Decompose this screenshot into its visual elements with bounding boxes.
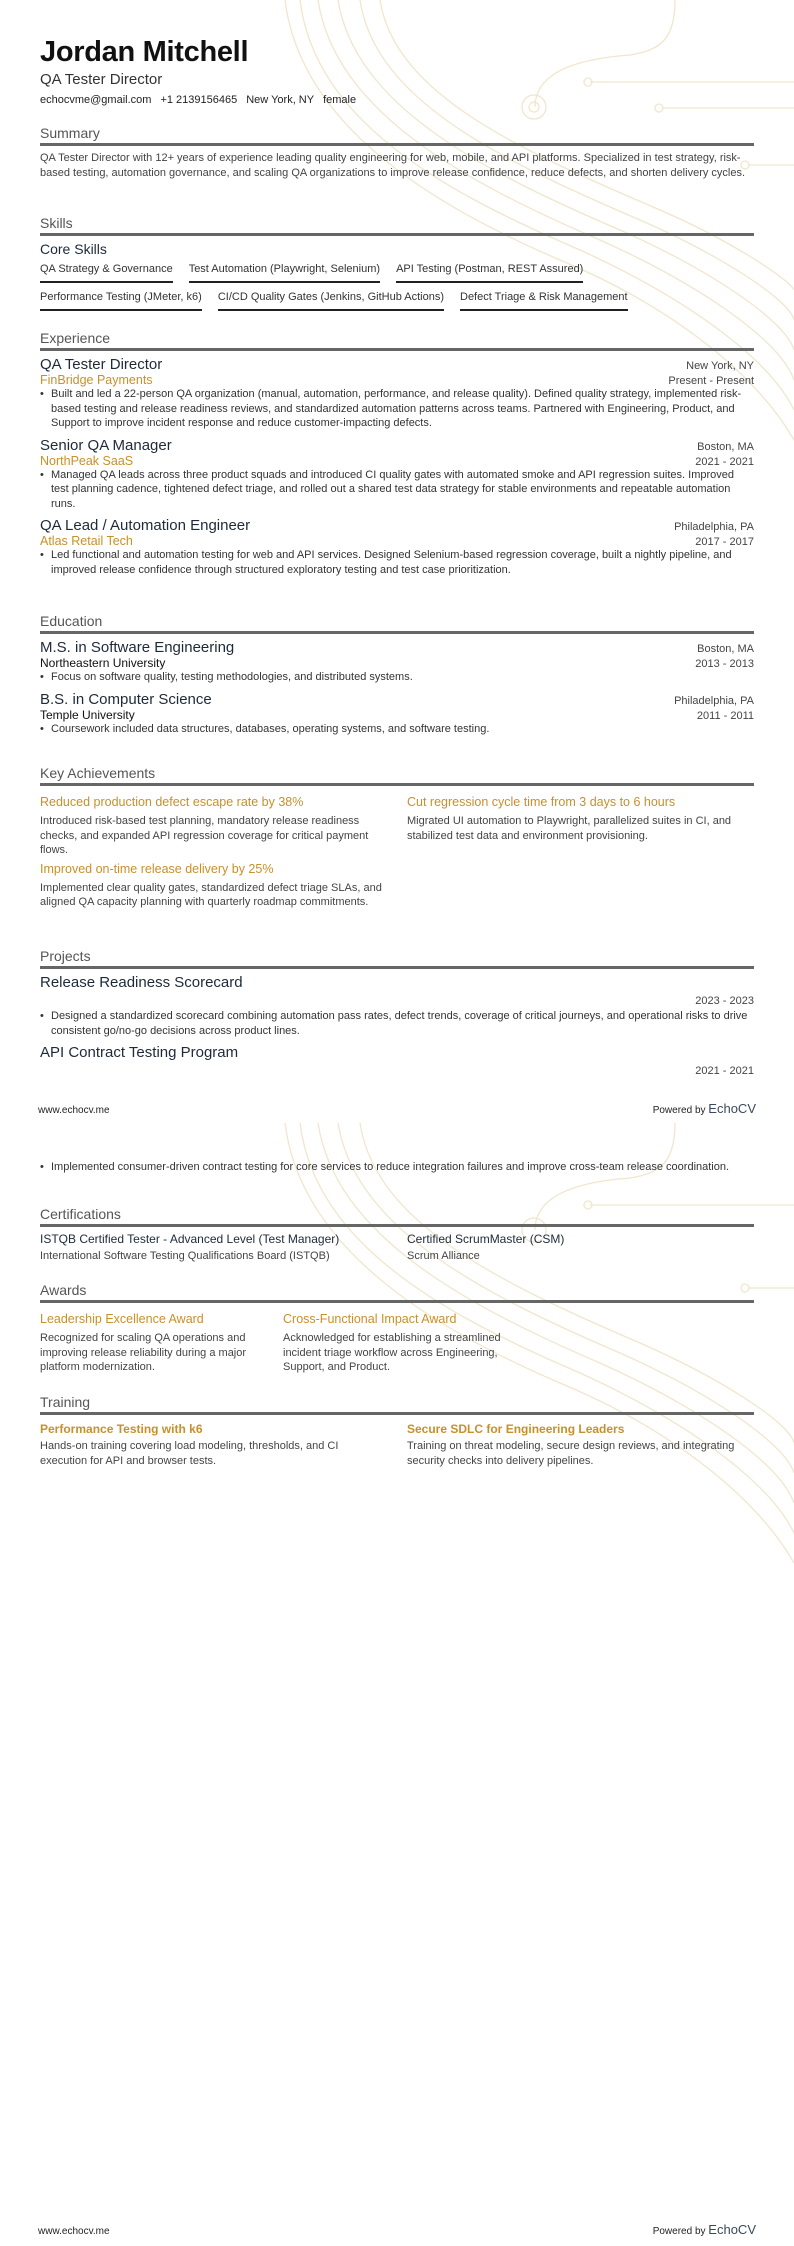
edu-bullet: • Focus on software quality, testing methodologies, and distributed systems. [40,670,754,685]
candidate-name: Jordan Mitchell [40,36,249,68]
edu-location: Boston, MA [697,643,754,655]
achievement-text: Implemented clear quality gates, standardized defect triage SLAs, and aligned QA capacity planning with quarterly roadmap commitments. [40,881,382,908]
award-title: Cross-Functional Impact Award [283,1312,457,1326]
education-section [40,613,754,742]
phone[interactable]: +1 2139156465 [160,94,238,106]
job-entry [40,517,754,577]
powered-by [653,2222,756,2237]
contact-info [40,94,754,106]
job-entry [40,437,754,512]
skill-group-title: Core Skills [40,241,107,257]
award-item [283,1308,508,1375]
achievement-text: Migrated UI automation to Playwright, parallelized suites in CI, and stabilized test data and environment provisioning. [407,815,732,842]
job-dates: 2017 - 2017 [695,536,754,548]
certification-item [40,1232,387,1264]
project-dates: 2021 - 2021 [695,1065,754,1077]
powered-by-label: Powered by [652,2226,706,2237]
training-text: Hands-on training covering load modeling, thresholds, and CI execution for API and browser tests. [40,1440,339,1467]
education-entry [40,691,754,737]
training-title: Performance Testing with k6 [40,1422,203,1436]
skill-tag: Test Automation (Playwright, Selenium) [189,261,380,283]
email[interactable]: echocvme@gmail.com [40,94,152,106]
cert-title: ISTQB Certified Tester - Advanced Level (Test Manager) [40,1232,340,1246]
section-heading: Projects [40,948,754,969]
page-footer [38,2222,756,2237]
training-item [407,1420,754,1468]
achievement-item [40,791,387,858]
education-entry [40,639,754,685]
achievement-text: Introduced risk-based test planning, mandatory release readiness checks, and expanded API regression coverage for critical payment flows. [40,815,369,856]
skill-tag: CI/CD Quality Gates (Jenkins, GitHub Actions) [218,289,444,311]
section-heading: Training [40,1394,754,1415]
cert-title: Certified ScrumMaster (CSM) [407,1232,565,1246]
achievement-item [407,791,754,858]
brand-logo: EchoCV [708,1101,756,1116]
section-heading: Summary [40,125,754,146]
degree: M.S. in Software Engineering [40,639,235,656]
project-dates: 2023 - 2023 [695,995,754,1007]
job-title: QA Tester Director [40,356,163,373]
skill-tag: Defect Triage & Risk Management [460,289,628,311]
candidate-title: QA Tester Director [40,71,163,88]
edu-location: Philadelphia, PA [674,694,754,707]
section-heading: Key Achievements [40,765,754,786]
edu-dates: 2011 - 2011 [696,709,754,722]
training-text: Training on threat modeling, secure design reviews, and integrating security checks into delivery pipelines. [407,1440,735,1467]
powered-by-label: Powered by [652,1105,706,1116]
job-bullet: • Led functional and automation testing for web and API services. Designed Selenium-based regression coverage, built a nightly pipeline, and improved release confidence through structured exploratory testing and test case prioritization. [40,548,754,577]
job-entry [40,356,754,431]
achievement-item [40,858,387,910]
resume-header [40,36,754,106]
award-title: Leadership Excellence Award [40,1312,204,1326]
project-entry [40,1044,754,1077]
company: NorthPeak SaaS [40,453,134,468]
achievement-title: Cut regression cycle time from 3 days to 6 hours [407,795,676,809]
section-heading: Awards [40,1282,754,1303]
award-text: Recognized for scaling QA operations and improving release reliability during a major platform modernization. [40,1332,247,1373]
edu-dates: 2013 - 2013 [695,658,754,670]
degree: B.S. in Computer Science [40,690,212,708]
footer-site-link[interactable]: www.echocv.me [38,1105,110,1116]
powered-by [653,1101,756,1116]
achievement-title: Improved on-time release delivery by 25% [40,861,274,876]
footer-site-link[interactable]: www.echocv.me [38,2226,110,2237]
skill-tag: API Testing (Postman, REST Assured) [396,261,583,283]
location: New York, NY [246,94,315,106]
training-title: Secure SDLC for Engineering Leaders [407,1422,625,1436]
summary-section [40,125,754,180]
achievement-title: Reduced production defect escape rate by 38% [40,795,304,809]
job-title: Senior QA Manager [40,436,172,454]
company: FinBridge Payments [40,373,153,387]
skill-list [40,261,754,317]
project-bullet: • Designed a standardized scorecard combining automation pass rates, defect trends, coverage of critical journeys, and operational risks to drive consistent go/no-go decisions across product lines. [40,1009,754,1038]
skills-section [40,215,754,317]
section-heading: Skills [40,215,754,236]
job-bullet: • Managed QA leads across three product squads and introduced CI quality gates with automated smoke and API regression suites. Improved test planning cadence, tightened defect triage, and rolled out a shared test data strategy for stable environments and repeatable automation runs. [40,468,754,512]
project-bullet: • Implemented consumer-driven contract testing for core services to reduce integration failures and improve cross-team release coordination. [40,1160,754,1175]
certifications-section [40,1206,754,1264]
job-location: Boston, MA [697,440,754,453]
school: Temple University [40,707,135,722]
job-dates: 2021 - 2021 [695,455,754,468]
awards-section [40,1282,754,1375]
brand-logo: EchoCV [708,2222,756,2237]
training-item [40,1420,387,1468]
achievements-section [40,765,754,910]
skill-tag: QA Strategy & Governance [40,261,173,283]
summary-text: QA Tester Director with 12+ years of experience leading quality engineering for web, mobile, and API platforms. Specialized in test strategy, risk-based testing, automation governance, and scaling QA organizations to improve release confidence, reduce defects, and shorten delivery cycles. [40,152,746,179]
edu-bullet: • Coursework included data structures, databases, operating systems, and software testing. [40,722,754,737]
job-location: New York, NY [686,360,754,372]
job-location: Philadelphia, PA [674,521,754,533]
certification-item [407,1232,754,1264]
company: Atlas Retail Tech [40,534,133,548]
page-footer [38,1101,756,1116]
school: Northeastern University [40,656,166,670]
job-bullet: • Built and led a 22-person QA organization (manual, automation, performance, and release quality). Defined quality strategy, implemented risk-based testing and release readiness reviews, and standardized automation patterns across teams. Partnered with Engineering, Product, and Support to improve incident response and reduce customer-impacting defects. [40,387,754,431]
project-continuation [40,1160,754,1175]
project-entry [40,974,754,1038]
section-heading: Certifications [40,1206,754,1227]
skill-tag: Performance Testing (JMeter, k6) [40,289,202,311]
experience-section [40,330,754,583]
training-section [40,1394,754,1468]
projects-section [40,948,754,1083]
job-title: QA Lead / Automation Engineer [40,517,251,534]
section-heading: Education [40,613,754,634]
cert-issuer: International Software Testing Qualifications Board (ISTQB) [40,1250,330,1262]
project-title: API Contract Testing Program [40,1044,239,1061]
project-title: Release Readiness Scorecard [40,974,243,991]
gender: female [323,94,357,106]
award-text: Acknowledged for establishing a streamlined incident triage workflow across Engineering, Support, and Product. [283,1332,501,1373]
award-item [40,1308,265,1375]
section-heading: Experience [40,330,754,351]
job-dates: Present - Present [668,375,754,387]
cert-issuer: Scrum Alliance [407,1250,480,1262]
